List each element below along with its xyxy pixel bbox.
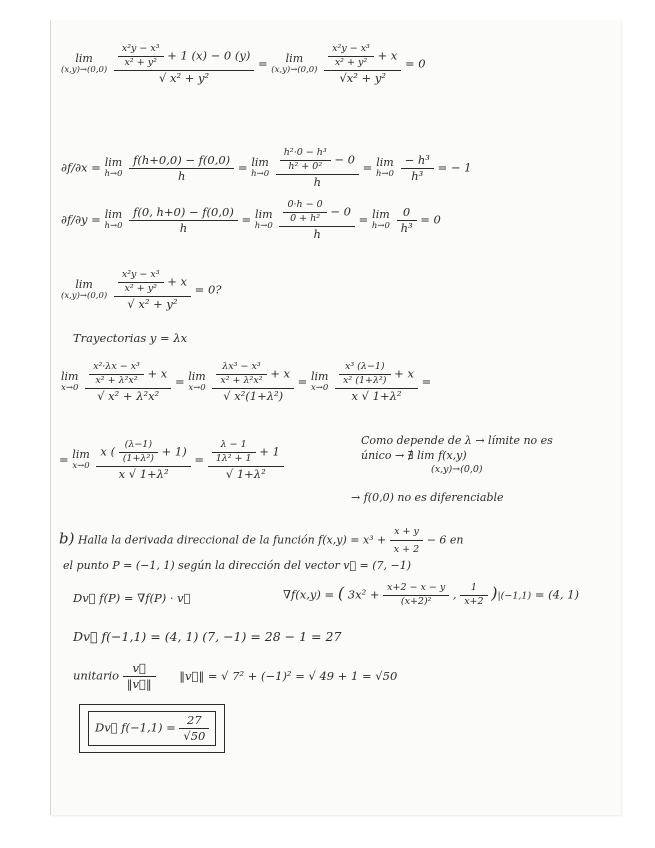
- trajectory-result: = lim x→0 x ( $\frac{(\lambda-1)}{\text{(1+λ²)}}$ + 1) x √ 1+λ² = $\frac{\lambda - 1}{\text{1λ² + 1}}$ + 1 √ 1+λ²: [59, 440, 284, 481]
- directional-derivative-value: Dv⃗ f(−1,1) = (4, 1) (7, −1) = 28 − 1 = 27: [73, 629, 342, 644]
- directional-derivative-definition: Dv⃗ f(P) = ∇f(P) · v⃗: [73, 591, 191, 605]
- limit-operator: lim (x,y)→(0,0): [61, 52, 108, 75]
- final-answer-box: Dv⃗ f(−1,1) = $\frac{27}{√50}$: [79, 704, 225, 753]
- partial-derivative-x: ∂f/∂x = lim h→0 $\frac{f(h+0,0) - f(0,0)}{h}$ = lim h→0 $\frac{\text{h²·0 − h³}}{\text{h² + 0²}}$ − 0 h = lim h→0 $\frac{\text{− h³}}{\text{h³}}$ = − 1: [61, 147, 472, 189]
- partial-derivative-y: ∂f/∂y = lim h→0 $\frac{f(0, h+0) - f(0,0)}{h}$ = lim h→0 $\frac{0\cdot h - 0}{\text{0 + h²}}$ − 0 h = lim h→0 $\frac{0}{\text{h³}}$ = 0: [61, 199, 441, 241]
- gradient-expression: ∇f(x,y) = ( 3x² + $\frac{x+2 - x - y}{\text{(x+2)²}}$ , $\frac{1}{x+2}$ )|(−1,1) = (4, 1): [283, 582, 580, 607]
- conclusion-note: Como depende de λ → límite no es único → ∄ lim f(x,y) (x,y)→(0,0): [361, 434, 553, 475]
- limit-question: lim (x,y)→(0,0) $\frac{\text{x²y − x³}}{\text{x² + y²}}$ + x √ x² + y² = 0?: [61, 269, 222, 311]
- limit-expression-1: lim (x,y)→(0,0) $\frac{\text{x²y − x³}}{\text{x² + y²}}$ + 1 (x) − 0 (y) √ x² + y² = lim (x,y)→(0,0) $\frac{\text{x²y − x³}}{\text{x² + y²}}$ + x √x² + y² = 0: [61, 43, 426, 85]
- notebook-page: [50, 20, 621, 815]
- fraction: $\frac{\text{x²y − x³}}{\text{x² + y²}}$ + 1 (x) − 0 (y) √ x² + y²: [114, 44, 254, 85]
- trajectory-limit: lim x→0 $\frac{\text{x²·λx − x³}}{\text{x² + λ²x²}}$ + x √ x² + λ²x² = lim x→0 $\frac{\text{λx³ − x³}}{\text{x² + λ²x²}}$ + x √ x²(1+λ²) = lim x→0 $\frac{\text{x³ (λ−1)}}{\text{x² (1+λ²)}}$ + x x √ 1+λ² =: [61, 361, 432, 403]
- part-b-statement: b) Halla la derivada direccional de la función f(x,y) = x³ + $\frac{x + y}{x + 2}$ − 6 en el punto P = (−1, 1) según la dirección del vector v⃗ = (7, −1): [59, 526, 464, 573]
- not-differentiable-note: → f(0,0) no es diferenciable: [351, 491, 504, 504]
- trajectories-label: Trayectorias y = λx: [73, 331, 188, 345]
- unit-vector: unitario $\frac{v⃗}{‖v⃗‖}$ ‖v⃗‖ = √ 7² + (−1)² = √ 49 + 1 = √50: [73, 661, 398, 692]
